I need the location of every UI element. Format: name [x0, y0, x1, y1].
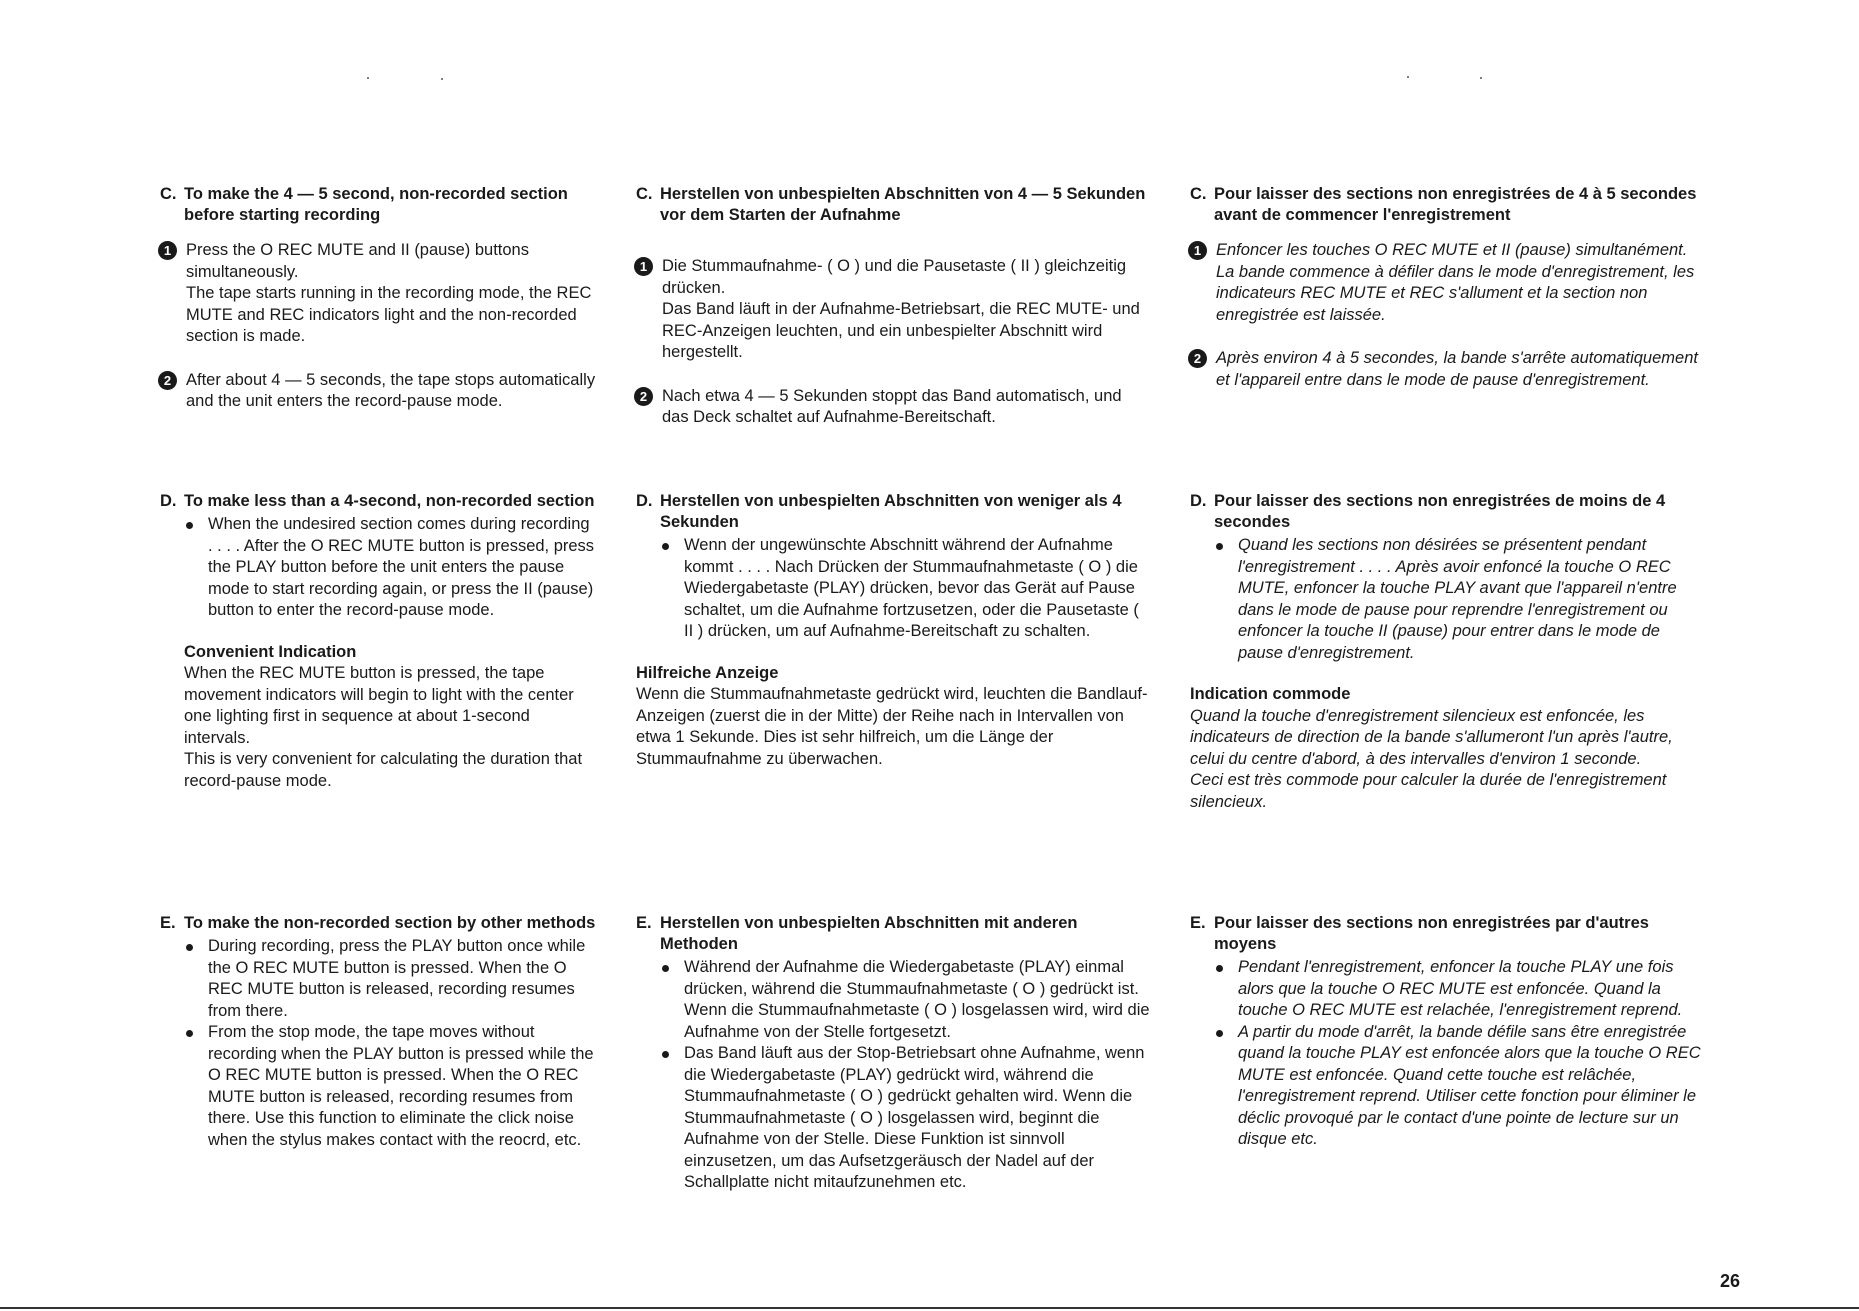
convenient-indication — [184, 642, 598, 793]
convenient-indication — [636, 663, 1152, 771]
list-item: Das Band läuft aus der Stop-Betriebsart ohne Aufnahme, wenn die Wiedergabetaste (PLAY) gedrückt wird, während die Stummaufnahmetaste ( O ) gedrückt gehalten wird. Wenn die Stummaufnahmetaste ( O ) losgelassen wird, beginnt die Aufnahme von der Stelle. Diese Funktion ist sinnvoll einzusetzen, um das Aufsetzgeräusch der Nadel auf der Schallplatte nicht mitaufzunehmen etc. — [660, 1043, 1152, 1194]
scan-speck — [441, 78, 443, 80]
step-number-badge: 1 — [1188, 241, 1207, 260]
step-number-badge: 1 — [634, 257, 653, 276]
step-text: After about 4 — 5 seconds, the tape stops automatically and the unit enters the record-pause mode. — [186, 370, 596, 410]
section-e-de — [636, 913, 1152, 1194]
step-number-badge: 1 — [158, 241, 177, 260]
bullet-list — [636, 957, 1152, 1194]
subsection-title: Convenient Indication — [184, 642, 357, 661]
section-heading: D. Herstellen von unbespielten Abschnitten von weniger als 4 Sekunden — [636, 492, 1122, 531]
step-text: Press the O REC MUTE and II (pause) buttons simultaneously. — [186, 241, 529, 281]
bullet-list — [636, 535, 1152, 643]
bullet-list — [160, 936, 598, 1151]
section-heading: E. To make the non-recorded section by other methods — [160, 914, 596, 932]
list-item: Quand les sections non désirées se présentent pendant l'enregistrement . . . . Après avoir enfoncé la touche O REC MUTE, enfoncer la touche PLAY avant que l'appareil n'entre dans le mode de pause pour reprendre l'enregistrement ou enfoncer la touche II (pause) pour entrer dans le mode de pause d'enregistrement. — [1214, 535, 1706, 664]
section-heading: C. To make the 4 — 5 second, non-recorded section before starting recording — [160, 185, 568, 224]
page-number: 26 — [1719, 1271, 1740, 1291]
section-d-fr — [1190, 491, 1706, 813]
step-text: The tape starts running in the recording mode, the REC MUTE and REC indicators light and the non-recorded section is made. — [186, 284, 592, 345]
step-text: Enfoncer les touches O REC MUTE et II (pause) simultanément. — [1216, 241, 1688, 259]
step-text: Die Stummaufnahme- ( O ) und die Pausetaste ( II ) gleichzeitig drücken. — [662, 257, 1127, 297]
section-heading: D. Pour laisser des sections non enregistrées de moins de 4 secondes — [1190, 492, 1666, 531]
convenient-indication — [1190, 684, 1706, 813]
paragraph: Quand la touche d'enregistrement silencieux est enfoncée, les indicateurs de direction de la bande s'allumeront l'un après l'autre, celui du centre d'abord, à des intervalles d'environ 1 seconde. — [1190, 706, 1673, 768]
section-d-de — [636, 491, 1152, 770]
list-item: During recording, press the PLAY button once while the O REC MUTE button is pressed. When the O REC MUTE button is released, recording resumes from there. — [184, 936, 598, 1022]
list-item: A partir du mode d'arrêt, la bande défile sans être enregistrée quand la touche PLAY est enfoncée alors que la touche O REC MUTE est enfoncée. Quand cette touche est relâchée, l'enregistrement reprend. Utiliser cette fonction pour éliminer le déclic provoqué par le contact d'une pointe de lecture sur un disque etc. — [1214, 1022, 1706, 1151]
section-heading: C. Herstellen von unbespielten Abschnitten von 4 — 5 Sekunden vor dem Starten der Aufnahme — [636, 185, 1146, 224]
subsection-title: Indication commode — [1190, 685, 1351, 703]
paragraph: This is very convenient for calculating the duration that record-pause mode. — [184, 750, 583, 790]
step-number-badge: 2 — [158, 371, 177, 390]
section-e-en — [160, 913, 598, 1151]
step-1 — [160, 240, 598, 348]
step-text: Das Band läuft in der Aufnahme-Betriebsart, die REC MUTE- und REC-Anzeigen leuchten, und ein unbespielter Abschnitt wird hergestellt. — [662, 300, 1140, 361]
list-item: When the undesired section comes during recording . . . . After the O REC MUTE button is pressed, press the PLAY button before the unit enters the pause mode to start recording again, or press the II (pause) button to enter the record-pause mode. — [184, 514, 598, 622]
step-1 — [1190, 240, 1706, 326]
subsection-title: Hilfreiche Anzeige — [636, 663, 779, 682]
list-item: Pendant l'enregistrement, enfoncer la touche PLAY une fois alors que la touche O REC MUTE est enfoncée. Quand la touche O REC MUTE est relachée, l'enregistrement reprend. — [1214, 957, 1706, 1022]
list-item: Wenn der ungewünschte Abschnitt während der Aufnahme kommt . . . . Nach Drücken der Stummaufnahmetaste ( O ) die Wiedergabetaste (PLAY) drücken, bevor das Gerät auf Pause schaltet, um die Aufnahme fortzusetzen, oder die Pausetaste ( II ) drücken, um auf Aufnahme-Bereitschaft zu schalten. — [660, 535, 1152, 643]
step-number-badge: 2 — [634, 387, 653, 406]
scan-speck — [1407, 76, 1409, 78]
step-text: Après environ 4 à 5 secondes, la bande s'arrête automatiquement et l'appareil entre dans le mode de pause d'enregistrement. — [1216, 349, 1698, 389]
step-text: Nach etwa 4 — 5 Sekunden stoppt das Band automatisch, und das Deck schaltet auf Aufnahme-Bereitschaft. — [662, 386, 1122, 426]
step-number-badge: 2 — [1188, 349, 1207, 368]
section-d-en — [160, 491, 598, 792]
list-item: From the stop mode, the tape moves without recording when the PLAY button is pressed while the O REC MUTE button is pressed. When the O REC MUTE button is released, recording resumes from there. Use this function to eliminate the click noise when the stylus makes contact with the reocrd, etc. — [184, 1022, 598, 1151]
step-2 — [1190, 348, 1706, 391]
paragraph: When the REC MUTE button is pressed, the tape movement indicators will begin to light with the center one lighting first in sequence at about 1-second intervals. — [184, 664, 574, 747]
section-c-fr — [1190, 184, 1706, 413]
step-1 — [636, 256, 1152, 364]
section-c-en — [160, 184, 598, 435]
bottom-rule — [0, 1307, 1859, 1309]
step-text: La bande commence à défiler dans le mode d'enregistrement, les indicateurs REC MUTE et REC s'allument et la section non enregistrée est laissée. — [1216, 262, 1695, 324]
scan-speck — [1480, 77, 1482, 79]
bullet-list — [160, 514, 598, 622]
section-c-de — [636, 184, 1152, 451]
section-heading: D. To make less than a 4-second, non-recorded section — [160, 492, 595, 510]
step-2 — [636, 386, 1152, 429]
section-heading: E. Pour laisser des sections non enregistrées par d'autres moyens — [1190, 914, 1649, 953]
section-heading: C. Pour laisser des sections non enregistrées de 4 à 5 secondes avant de commencer l'enregistrement — [1190, 185, 1697, 224]
paragraph: Wenn die Stummaufnahmetaste gedrückt wird, leuchten die Bandlauf-Anzeigen (zuerst die in der Mitte) der Reihe nach in Intervallen von etwa 1 Sekunde. Dies ist sehr hilfreich, um die Länge der Stummaufnahme zu überwachen. — [636, 685, 1148, 768]
step-2 — [160, 370, 598, 413]
paragraph: Ceci est très commode pour calculer la durée de l'enregistrement silencieux. — [1190, 771, 1667, 811]
list-item: Während der Aufnahme die Wiedergabetaste (PLAY) einmal drücken, während die Stummaufnahmetaste ( O ) gedrückt ist. Wenn die Stummaufnahmetaste ( O ) losgelassen wird, wird die Aufnahme von der Stelle fortgesetzt. — [660, 957, 1152, 1043]
scan-speck — [367, 77, 369, 79]
bullet-list — [1190, 535, 1706, 664]
section-e-fr — [1190, 913, 1706, 1151]
section-heading: E. Herstellen von unbespielten Abschnitten mit anderen Methoden — [636, 914, 1078, 953]
bullet-list — [1190, 957, 1706, 1151]
